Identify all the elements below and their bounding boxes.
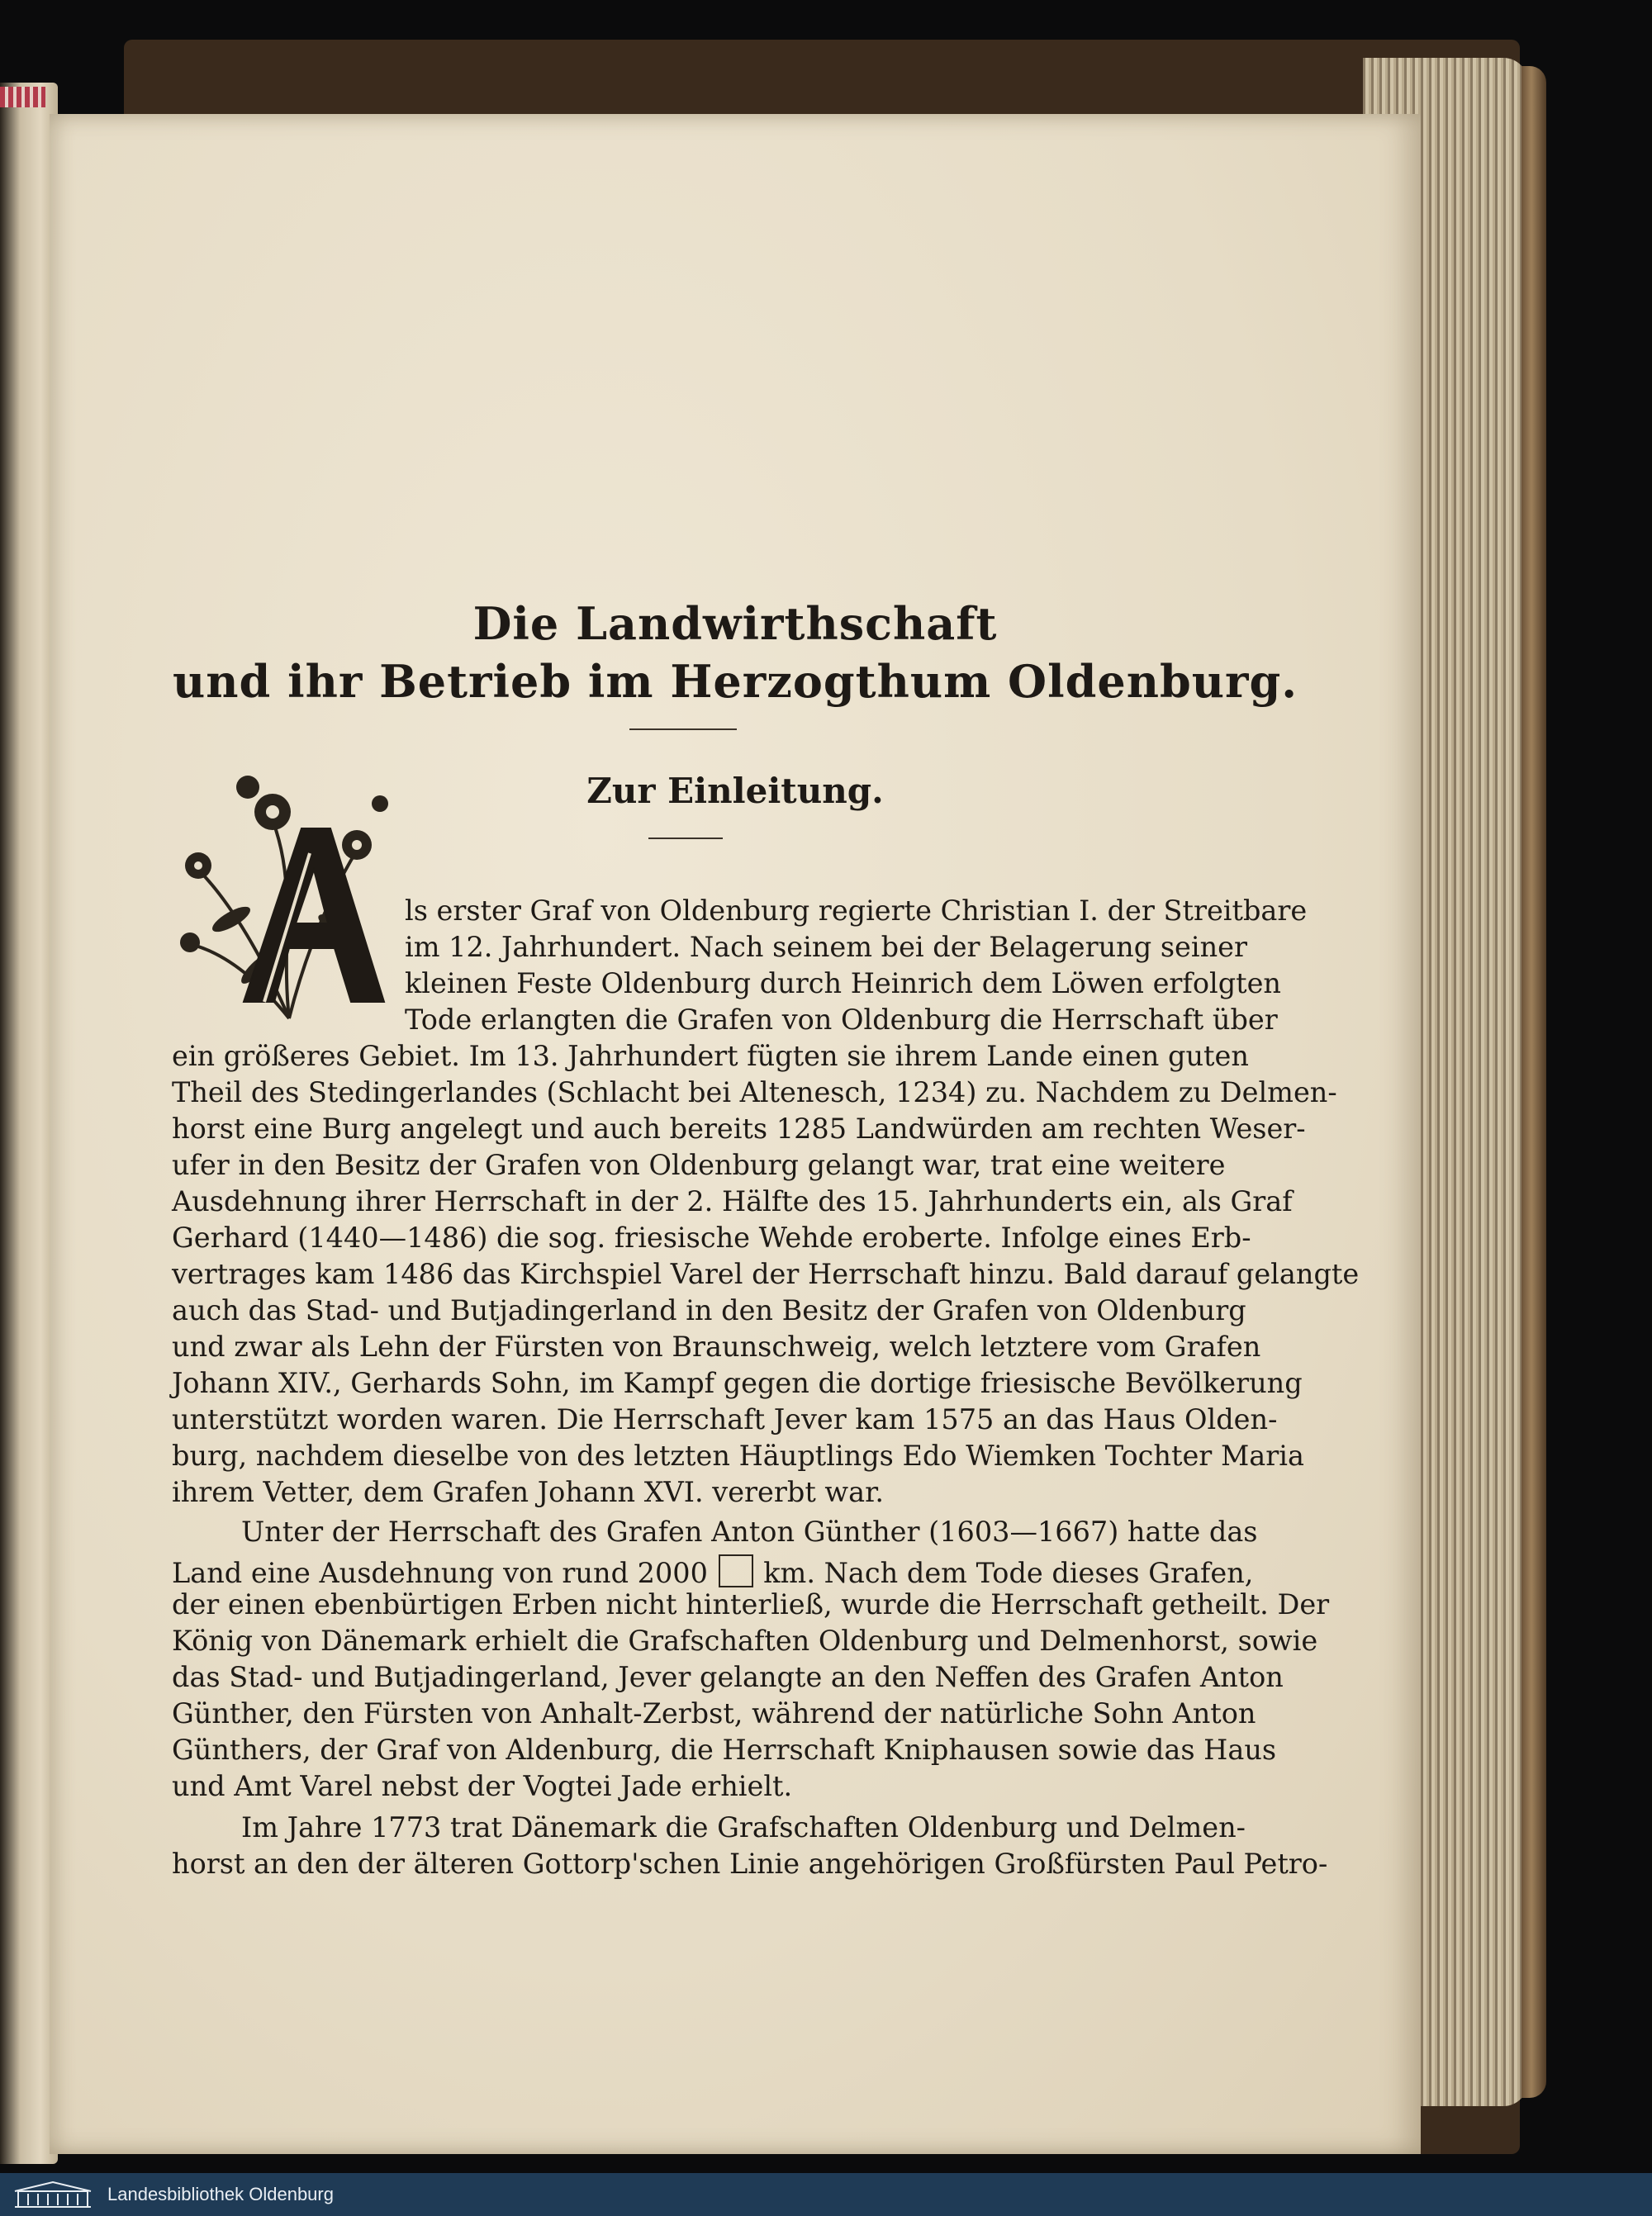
text-line: unterstützt worden waren. Die Herrschaft Jever kam 1575 an das Haus Olden-	[172, 1403, 1278, 1435]
text-segment: km. Nach dem Tode dieses Grafen,	[763, 1557, 1254, 1589]
text-line: im 12. Jahrhundert. Nach seinem bei der Belagerung seiner	[405, 931, 1247, 963]
text-segment: Land eine Ausdehnung von rund 2000	[172, 1557, 708, 1589]
page-subtitle: und ihr Betrieb im Herzogthum Oldenburg.	[173, 655, 1298, 708]
text-line: Unter der Herrschaft des Grafen Anton Günther (1603—1667) hatte das	[241, 1516, 1258, 1548]
text-line: Gerhard (1440—1486) die sog. friesische Wehde eroberte. Infolge eines Erb-	[172, 1222, 1251, 1254]
square-unit-symbol-icon	[719, 1554, 753, 1587]
section-heading: Zur Einleitung.	[586, 771, 884, 811]
decorative-initial-a-icon	[165, 754, 413, 1027]
text-line: und zwar als Lehn der Fürsten von Braunschweig, welch letztere vom Grafen	[172, 1331, 1261, 1363]
text-line: der einen ebenbürtigen Erben nicht hinterließ, wurde die Herrschaft getheilt. Der	[172, 1588, 1330, 1620]
text-line: ufer in den Besitz der Grafen von Oldenburg gelangt war, trat eine weitere	[172, 1149, 1226, 1181]
text-line: Günther, den Fürsten von Anhalt-Zerbst, während der natürliche Sohn Anton	[172, 1697, 1256, 1730]
title-divider	[629, 728, 737, 730]
bookmark-ribbon	[0, 87, 45, 107]
text-line: und Amt Varel nebst der Vogtei Jade erhielt.	[172, 1770, 793, 1802]
text-line: burg, nachdem dieselbe von des letzten Häuptlings Edo Wiemken Tochter Maria	[172, 1440, 1304, 1472]
page-title: Die Landwirthschaft	[472, 597, 998, 650]
library-footer-bar	[0, 2173, 1652, 2216]
text-line: auch das Stad- und Butjadingerland in den Besitz der Grafen von Oldenburg	[172, 1294, 1246, 1326]
library-building-icon	[12, 2180, 94, 2209]
text-line: kleinen Feste Oldenburg durch Heinrich dem Löwen erfolgten	[405, 967, 1282, 999]
text-line: ihrem Vetter, dem Grafen Johann XVI. vererbt war.	[172, 1476, 885, 1508]
text-line-with-symbol	[172, 1554, 1253, 1587]
text-line: vertrages kam 1486 das Kirchspiel Varel der Herrschaft hinzu. Bald darauf gelangte	[172, 1258, 1360, 1290]
text-line: Johann XIV., Gerhards Sohn, im Kampf gegen die dortige friesische Bevölkerung	[172, 1367, 1303, 1399]
text-line: Günthers, der Graf von Aldenburg, die Herrschaft Kniphausen sowie das Haus	[172, 1734, 1277, 1766]
text-line: ls erster Graf von Oldenburg regierte Christian I. der Streitbare	[405, 894, 1308, 927]
book-page	[50, 114, 1421, 2154]
text-line: Ausdehnung ihrer Herrschaft in der 2. Hälfte des 15. Jahrhunderts ein, als Graf	[172, 1185, 1293, 1217]
text-line: Theil des Stedingerlandes (Schlacht bei Altenesch, 1234) zu. Nachdem zu Delmen-	[172, 1076, 1337, 1108]
text-line: Im Jahre 1773 trat Dänemark die Grafschaften Oldenburg und Delmen-	[241, 1811, 1246, 1844]
text-line: Tode erlangten die Grafen von Oldenburg die Herrschaft über	[405, 1004, 1278, 1036]
text-line: König von Dänemark erhielt die Grafschaften Oldenburg und Delmenhorst, sowie	[172, 1625, 1318, 1657]
library-name: Landesbibliothek Oldenburg	[107, 2184, 334, 2204]
section-divider	[648, 838, 723, 839]
text-line: ein größeres Gebiet. Im 13. Jahrhundert fügten sie ihrem Lande einen guten	[172, 1040, 1249, 1072]
text-line: das Stad- und Butjadingerland, Jever gelangte an den Neffen des Grafen Anton	[172, 1661, 1284, 1693]
text-line: horst eine Burg angelegt und auch bereits 1285 Landwürden am rechten Weser-	[172, 1113, 1306, 1145]
text-line: horst an den der älteren Gottorp'schen Linie angehörigen Großfürsten Paul Petro-	[172, 1848, 1328, 1880]
